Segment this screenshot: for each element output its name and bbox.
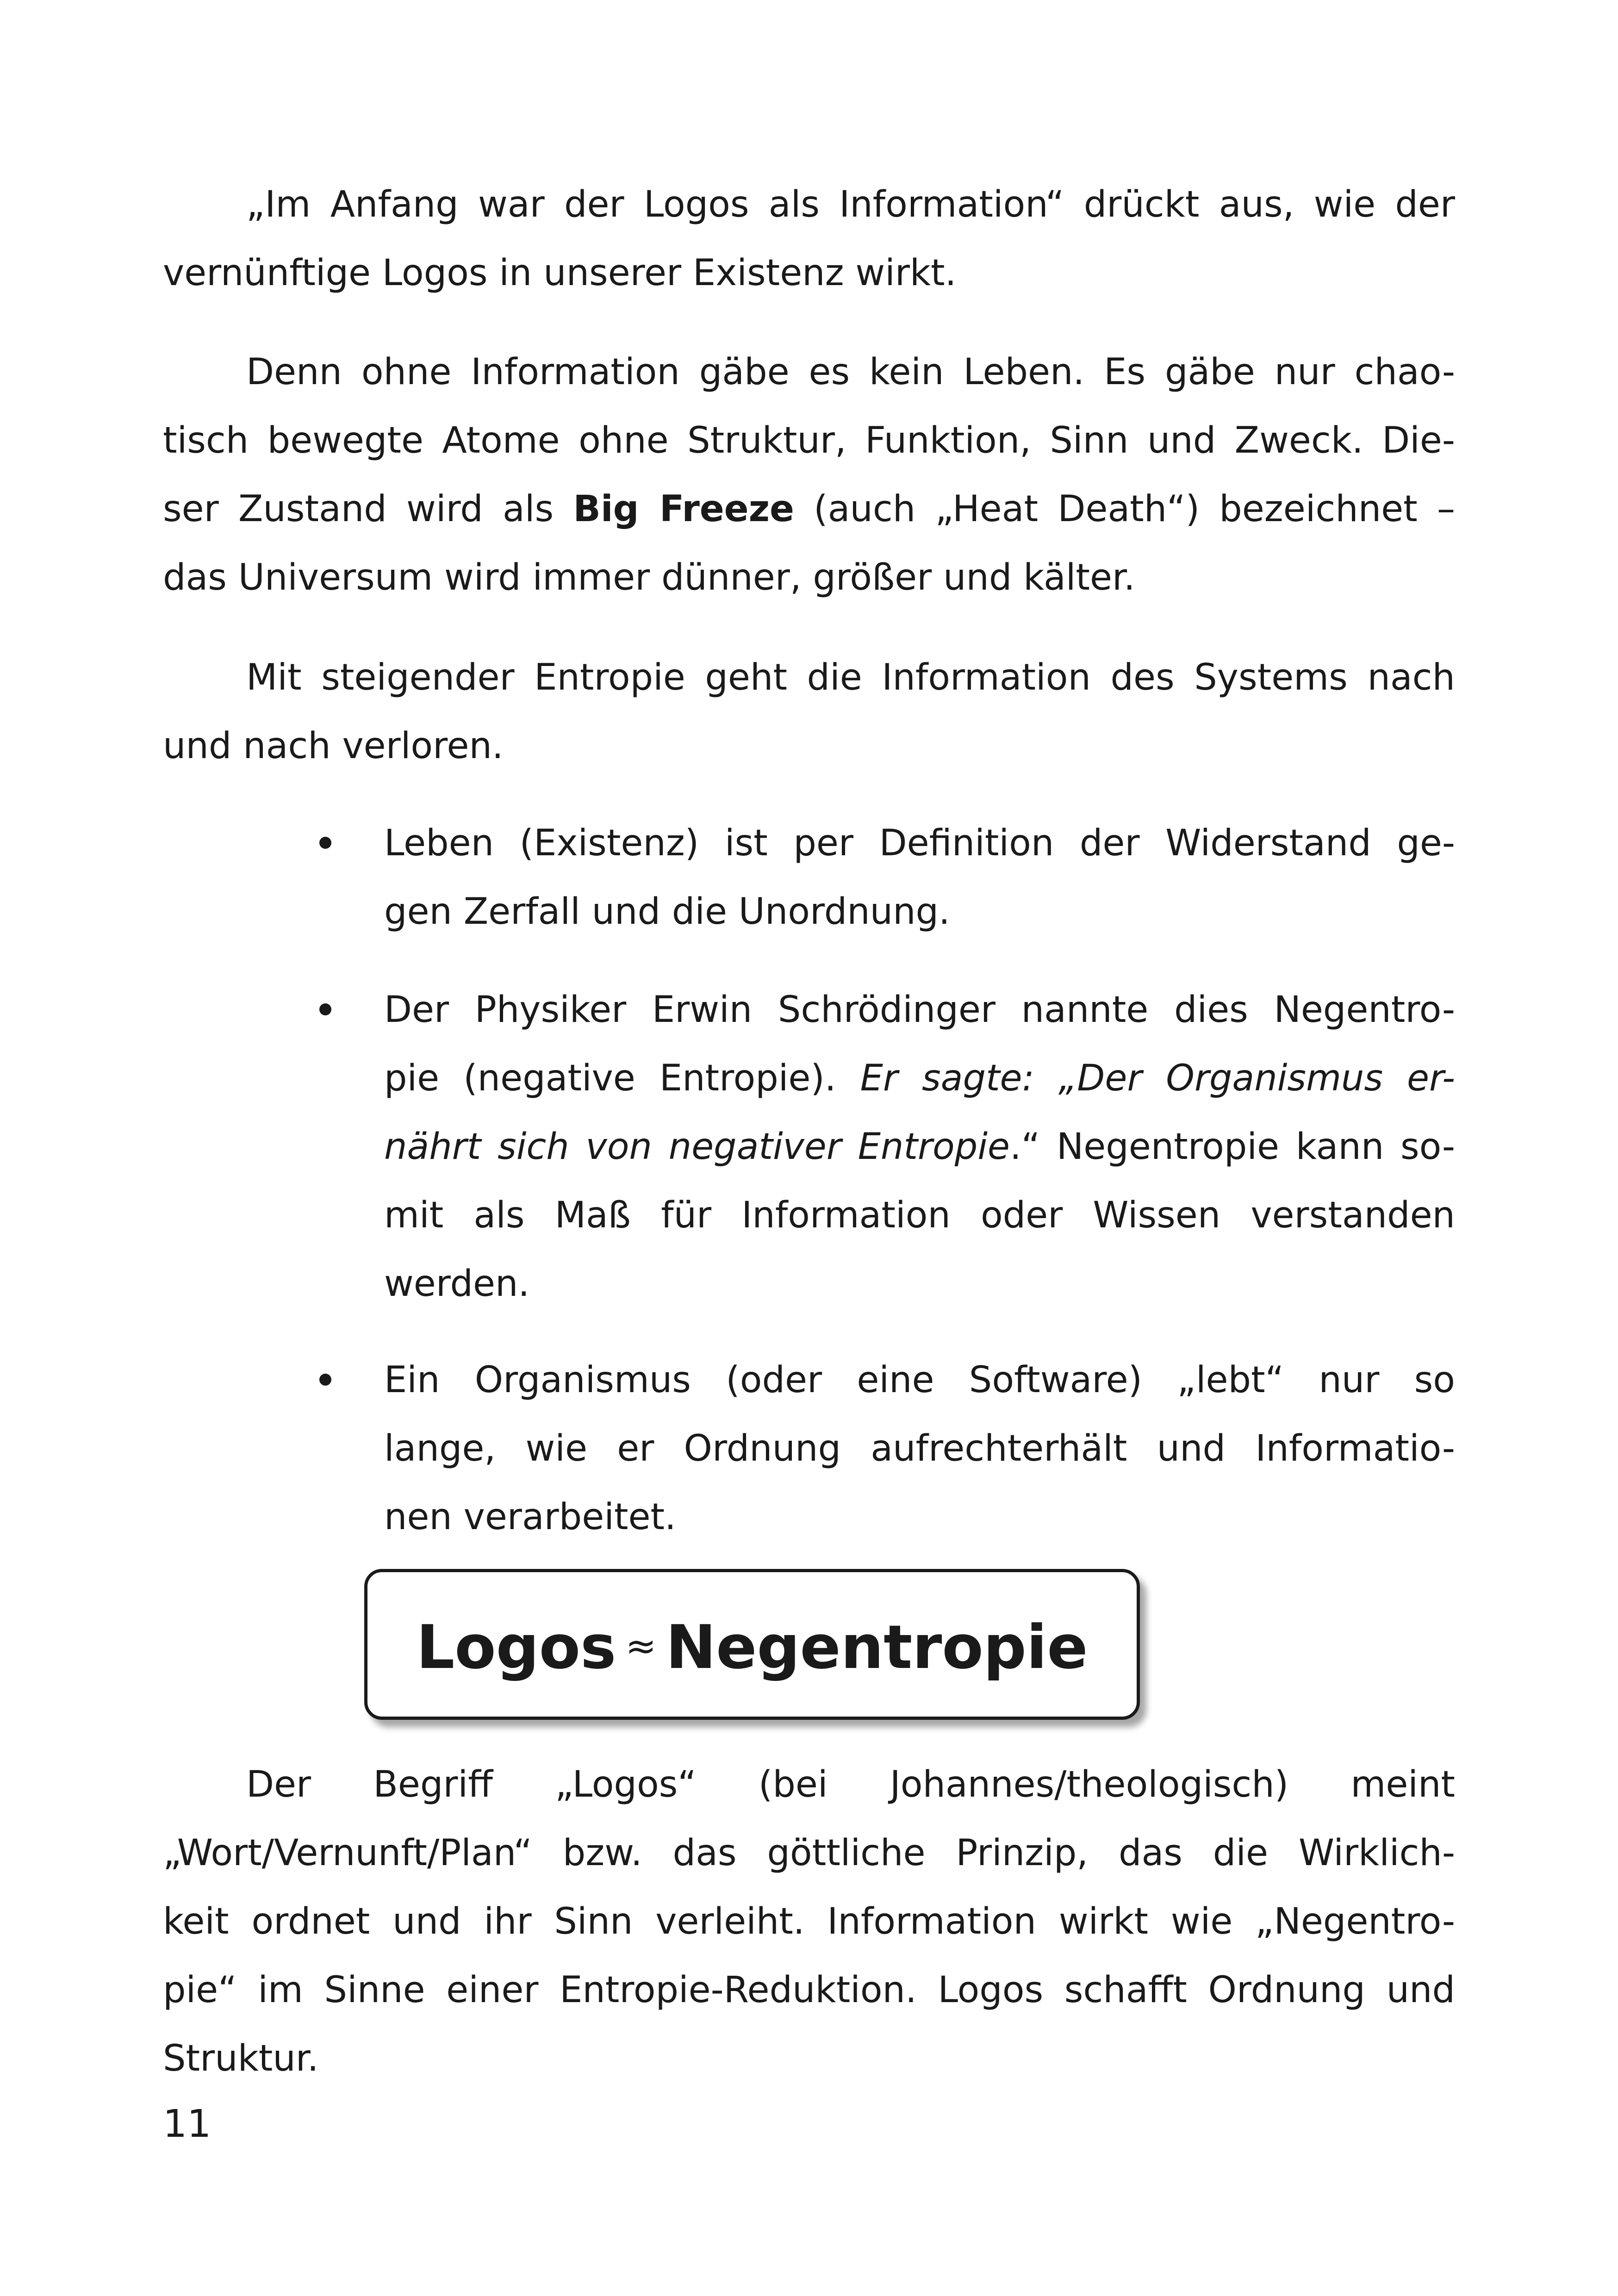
text-line [163,475,1455,543]
text-fragment: (auch „Heat Death“) bezeichnet – [794,488,1455,530]
bullet-icon [319,837,331,849]
callout-left-term: Logos [416,1612,616,1682]
text-line: keit ordnet und ihr Sinn verleiht. Information wirkt wie „Negentro- [163,1901,1455,1942]
bullet-icon [319,1374,331,1386]
list-item-text [384,809,1455,946]
quote-fragment: nährt sich von negativer Entropie [384,1126,1010,1168]
callout-box [364,1569,1140,1720]
text-line: das Universum wird immer dünner, größer und kälter. [163,557,1135,598]
text-fragment: ser Zustand wird als [163,488,573,530]
text-fragment: .“ Negentropie kann so- [1009,1126,1455,1168]
text-line: lange, wie er Ordnung aufrechterhält und Informatio- [384,1428,1455,1469]
quote-fragment: Er sagte: „Der Organismus er- [860,1058,1455,1099]
text-line: pie“ im Sinne einer Entropie-Reduktion. Logos schafft Ordnung und [163,1969,1455,2011]
callout-right-term: Negentropie [666,1612,1088,1682]
text-line: Leben (Existenz) ist per Definition der Widerstand ge- [384,822,1455,864]
paragraph-logos-information [163,170,1455,307]
text-line: „Wort/Vernunft/Plan“ bzw. das göttliche Prinzip, das die Wirklich- [163,1832,1455,1874]
callout-equation [367,1614,1137,1680]
text-line: nen verarbeitet. [384,1496,676,1538]
text-line: Struktur. [163,2038,319,2079]
text-line [384,1044,1455,1113]
paragraph-entropy [163,643,1455,780]
text-line: werden. [384,1263,530,1305]
text-line: vernünftige Logos in unserer Existenz wirkt. [163,252,957,294]
list-item-text [384,1346,1455,1551]
paragraph-big-freeze [163,338,1455,612]
approx-symbol: ≈ [625,1624,657,1668]
text-line: Der Begriff „Logos“ (bei Johannes/theologisch) meint [246,1764,1455,1805]
text-line [384,1113,1455,1181]
text-line: und nach verloren. [163,725,504,767]
text-line: Der Physiker Erwin Schrödinger nannte dies Negentro- [384,989,1455,1031]
text-line: Denn ohne Information gäbe es kein Leben. Es gäbe nur chao- [246,351,1455,393]
text-line: tisch bewegte Atome ohne Struktur, Funktion, Sinn und Zweck. Die- [163,420,1455,461]
text-line: Ein Organismus (oder eine Software) „lebt“ nur so [384,1359,1455,1401]
text-fragment: pie (negative Entropie). [384,1058,860,1099]
bold-term-big-freeze: Big Freeze [573,488,794,530]
page-number: 11 [163,2102,212,2146]
text-line: mit als Maß für Information oder Wissen verstanden [384,1195,1455,1236]
text-line: Mit steigender Entropie geht die Information des Systems nach [246,657,1455,698]
bullet-icon [319,1003,331,1015]
list-item-text [384,976,1455,1318]
paragraph-logos-definition [163,1750,1455,2093]
text-line: gen Zerfall und die Unordnung. [384,891,950,933]
text-line: „Im Anfang war der Logos als Information“ drückt aus, wie der [246,184,1455,225]
